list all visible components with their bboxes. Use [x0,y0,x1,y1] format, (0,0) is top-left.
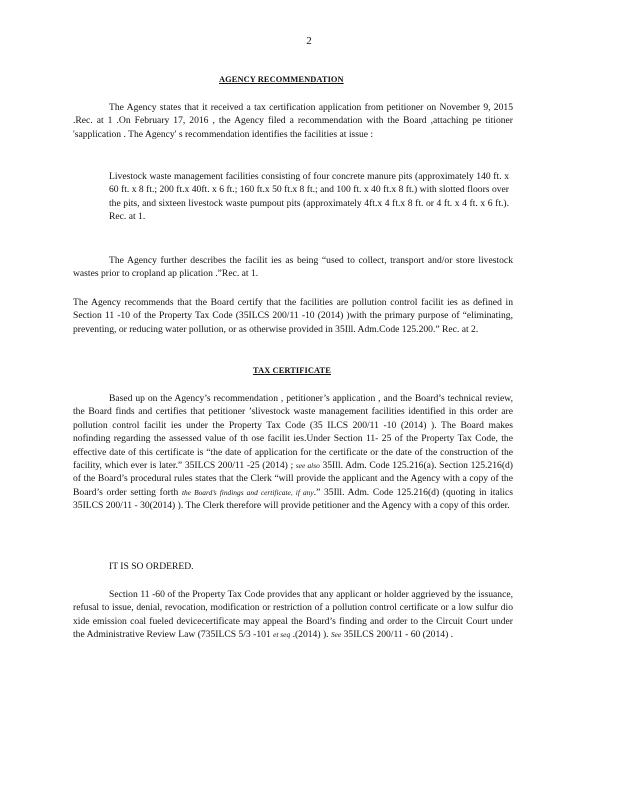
appeal-text-part2: .(2014) ). [292,629,329,641]
block-quote-facilities: Livestock waste management facilities consisting of four concrete manure pits (approximately 140 ft. x 60 ft. x 8 ft.; 200 ft.x 40ft. x 6 ft.; 160 ft.x 50 ft.x 8 ft.; and 100 ft. x 40 ft.x 8 ft.) with slotted floors over the pits, and sixteen livestock waste pumpout pits (approximately 4ft.x 4 ft.x 8 ft. or 4 ft. x 4 ft. x 6 ft.). Rec. at 1. [109,171,509,223]
italic-quoted-phrase: the Board’s findings and certificate, if any [181,487,314,497]
see-also-signal: see also [295,461,320,471]
page-number: 2 [306,35,312,47]
et-seq-signal: et seq [273,630,291,640]
so-ordered-line: IT IS SO ORDERED. [109,561,194,572]
appeal-text-part3: 35ILCS 200/11 - 60 (2014) . [343,629,454,641]
agency-recommendation-heading: AGENCY RECOMMENDATION [219,75,344,84]
paragraph-appeal-rights [73,588,513,642]
paragraph-agency-description: The Agency further describes the facilit ies as being “used to collect, transport and/or store livestock wastes prior to cropland ap plication .”Rec. at 1. [73,255,513,280]
findings-text-part3: .” 35Ill. Adm. Code 125.216(d) (quoting in italics 35ILCS 200/11 - 30(2014) ). The Clerk therefore will provide petitioner and the Agency with a copy of this order. [73,486,513,512]
paragraph-board-findings [73,392,513,513]
findings-text-part1: Based up on the Agency’s recommendation , petitioner’s application , and the Board’s technical review, the Board finds and certifies that petitioner ’slivestock waste management facilities identified in this order are pollution control facilit ies under the Property Tax Code (35 ILCS 200/11 -10 (2014) ). The Board makes nofinding regarding the assessed value of th ose facilit ies.Under Section 11- 25 of the Property Tax Code, the effective date of this certificate is “the date of application for the certificate or the date of the construction of the facility, which ever is later.” 35ILCS 200/11 -25 (2014) ; [73,393,513,472]
see-signal: See [330,630,342,640]
appeal-text-part1: Section 11 -60 of the Property Tax Code provides that any applicant or holder aggrieved by the issuance, refusal to issue, denial, revocation, modification or restriction of a pollution control certificate or a low sulfur dio xide emission coal fueled devicecertificate may appeal the Board’s finding and order to the Circuit Court under the Administrative Review Law (735ILCS 5/3 -101 [73,589,513,641]
paragraph-agency-recommends: The Agency recommends that the Board certify that the facilities are pollution control facilit ies as defined in Section 11 -10 of the Property Tax Code (35ILCS 200/11 -10 (2014) )with the primary purpose of “eliminating, preventing, or reducing water pollution, or as otherwise provided in 35Ill. Adm.Code 125.200.” Rec. at 2. [73,297,513,335]
tax-certificate-heading: TAX CERTIFICATE [253,366,331,375]
paragraph-agency-receipt: The Agency states that it received a tax certification application from petitioner on November 9, 2015 .Rec. at 1 .On February 17, 2016 , the Agency filed a recommendation with the Board ,attaching pe titioner 'sapplication . The Agency' s recommendation identifies the facilities at issue : [73,102,513,140]
findings-text-part2: 35Ill. Adm. Code 125.216(a). Section 125.216(d) of the Board’s procedural rules states that the Clerk “will provide the applicant and the Agency with a copy of the Board’s order setting forth [73,460,513,498]
